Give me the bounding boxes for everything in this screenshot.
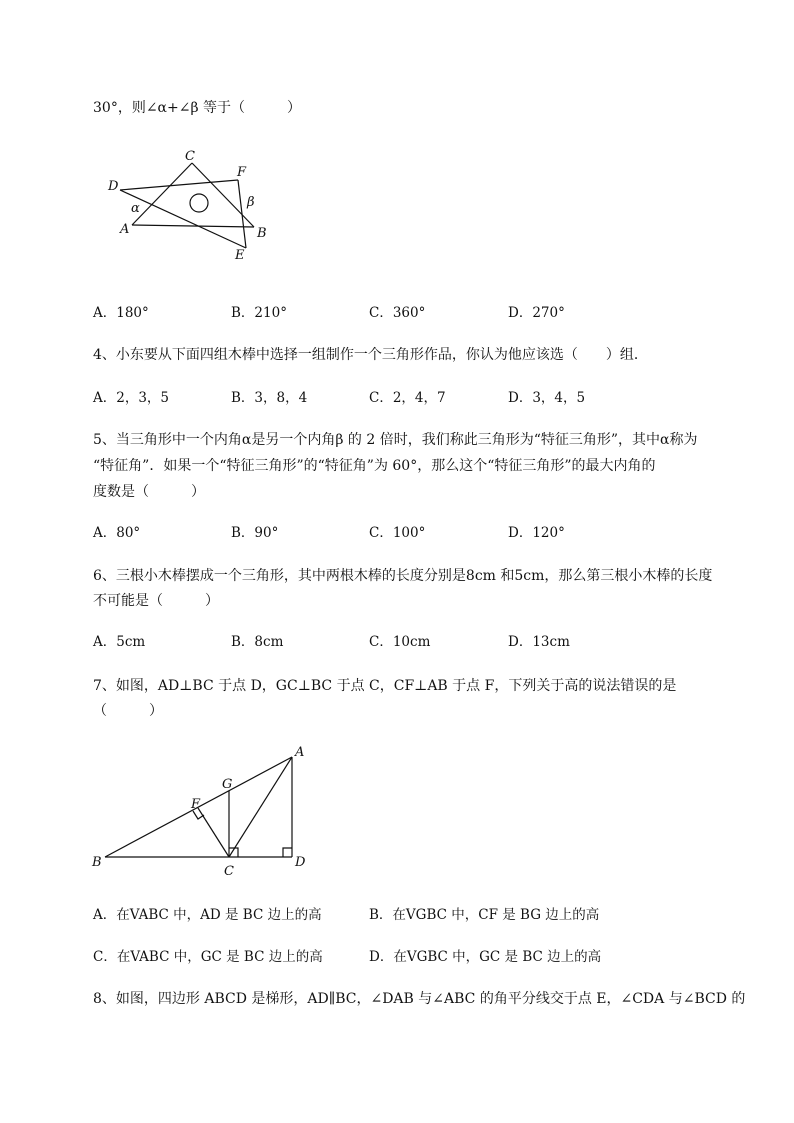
q7-label-C: C [224,864,234,879]
q6-option-d[interactable]: D．13cm [508,634,570,650]
q7-label-A: A [295,745,305,760]
q3-option-a[interactable]: A．180° [93,305,149,321]
q6-option-c[interactable]: C．10cm [369,634,431,650]
q3-option-c[interactable]: C．360° [369,305,426,321]
q3-stem: 30°，则∠α+∠β 等于（ ） [93,100,302,116]
q3-label-D: D [108,179,119,194]
q3-options [93,303,753,323]
q5-stem-line3: 度数是（ ） [93,484,205,500]
q7-options-row2 [93,947,753,967]
q6-stem-line2: 不可能是（ ） [93,593,219,609]
q3-figure [100,145,280,263]
q5-option-d[interactable]: D．120° [508,525,565,541]
q7-option-a[interactable]: A．在VABC 中，AD 是 BC 边上的高 [93,907,322,923]
q6-stem-line1: 6、三根小木棒摆成一个三角形，其中两根木棒的长度分别是8cm 和5cm，那么第三根小木棒的长度 [93,568,713,584]
q7-option-d[interactable]: D．在VGBC 中，GC 是 BC 边上的高 [369,949,602,965]
q7-figure [88,742,318,880]
q7-options-row1 [93,905,753,925]
q7-stem-line1: 7、如图，AD⊥BC 于点 D，GC⊥BC 于点 C，CF⊥AB 于点 F，下列关于高的说法错误的是 [93,678,677,694]
q3-label-E: E [235,248,245,263]
q7-label-F: F [191,797,201,812]
q6-option-a[interactable]: A．5cm [93,634,146,650]
q8-stem-line1: 8、如图，四边形 ABCD 是梯形，AD∥BC，∠DAB 与∠ABC 的角平分线交于点 E，∠CDA 与∠BCD 的 [93,991,746,1007]
q6-options [93,632,753,652]
q5-stem-line1: 5、当三角形中一个内角α是另一个内角β 的 2 倍时，我们称此三角形为“特征三角形”，其中α称为 [93,432,698,448]
q5-option-b[interactable]: B．90° [231,525,279,541]
q3-label-B: B [257,226,267,241]
q3-option-b[interactable]: B．210° [231,305,287,321]
q4-option-c[interactable]: C．2，4，7 [369,390,446,406]
q7-label-B: B [92,855,102,870]
q3-label-alpha: α [131,201,140,216]
q3-option-d[interactable]: D．270° [508,305,565,321]
q5-option-c[interactable]: C．100° [369,525,426,541]
q7-stem-line2: （ ） [93,703,163,719]
q5-option-a[interactable]: A．80° [93,525,141,541]
q7-label-G: G [222,777,233,792]
q4-options [93,388,753,408]
q5-stem-line2: “特征角”．如果一个“特征三角形”的“特征角”为 60°，那么这个“特征三角形”的最大内角的 [93,458,656,474]
q4-stem: 4、小东要从下面四组木棒中选择一组制作一个三角形作品，你认为他应该选（ ）组． [93,347,648,363]
q4-option-b[interactable]: B．3，8，4 [231,390,308,406]
q7-option-c[interactable]: C．在VABC 中，GC 是 BC 边上的高 [93,949,323,965]
q7-option-b[interactable]: B．在VGBC 中，CF 是 BG 边上的高 [369,907,600,923]
q5-options [93,523,753,543]
q3-label-F: F [237,165,247,180]
q3-label-A: A [120,222,130,237]
q3-label-beta: β [247,195,255,210]
q4-option-d[interactable]: D．3，4，5 [508,390,586,406]
q6-option-b[interactable]: B．8cm [231,634,284,650]
q3-label-C: C [185,149,195,164]
q4-option-a[interactable]: A．2，3，5 [93,390,170,406]
q7-label-D: D [295,855,306,870]
